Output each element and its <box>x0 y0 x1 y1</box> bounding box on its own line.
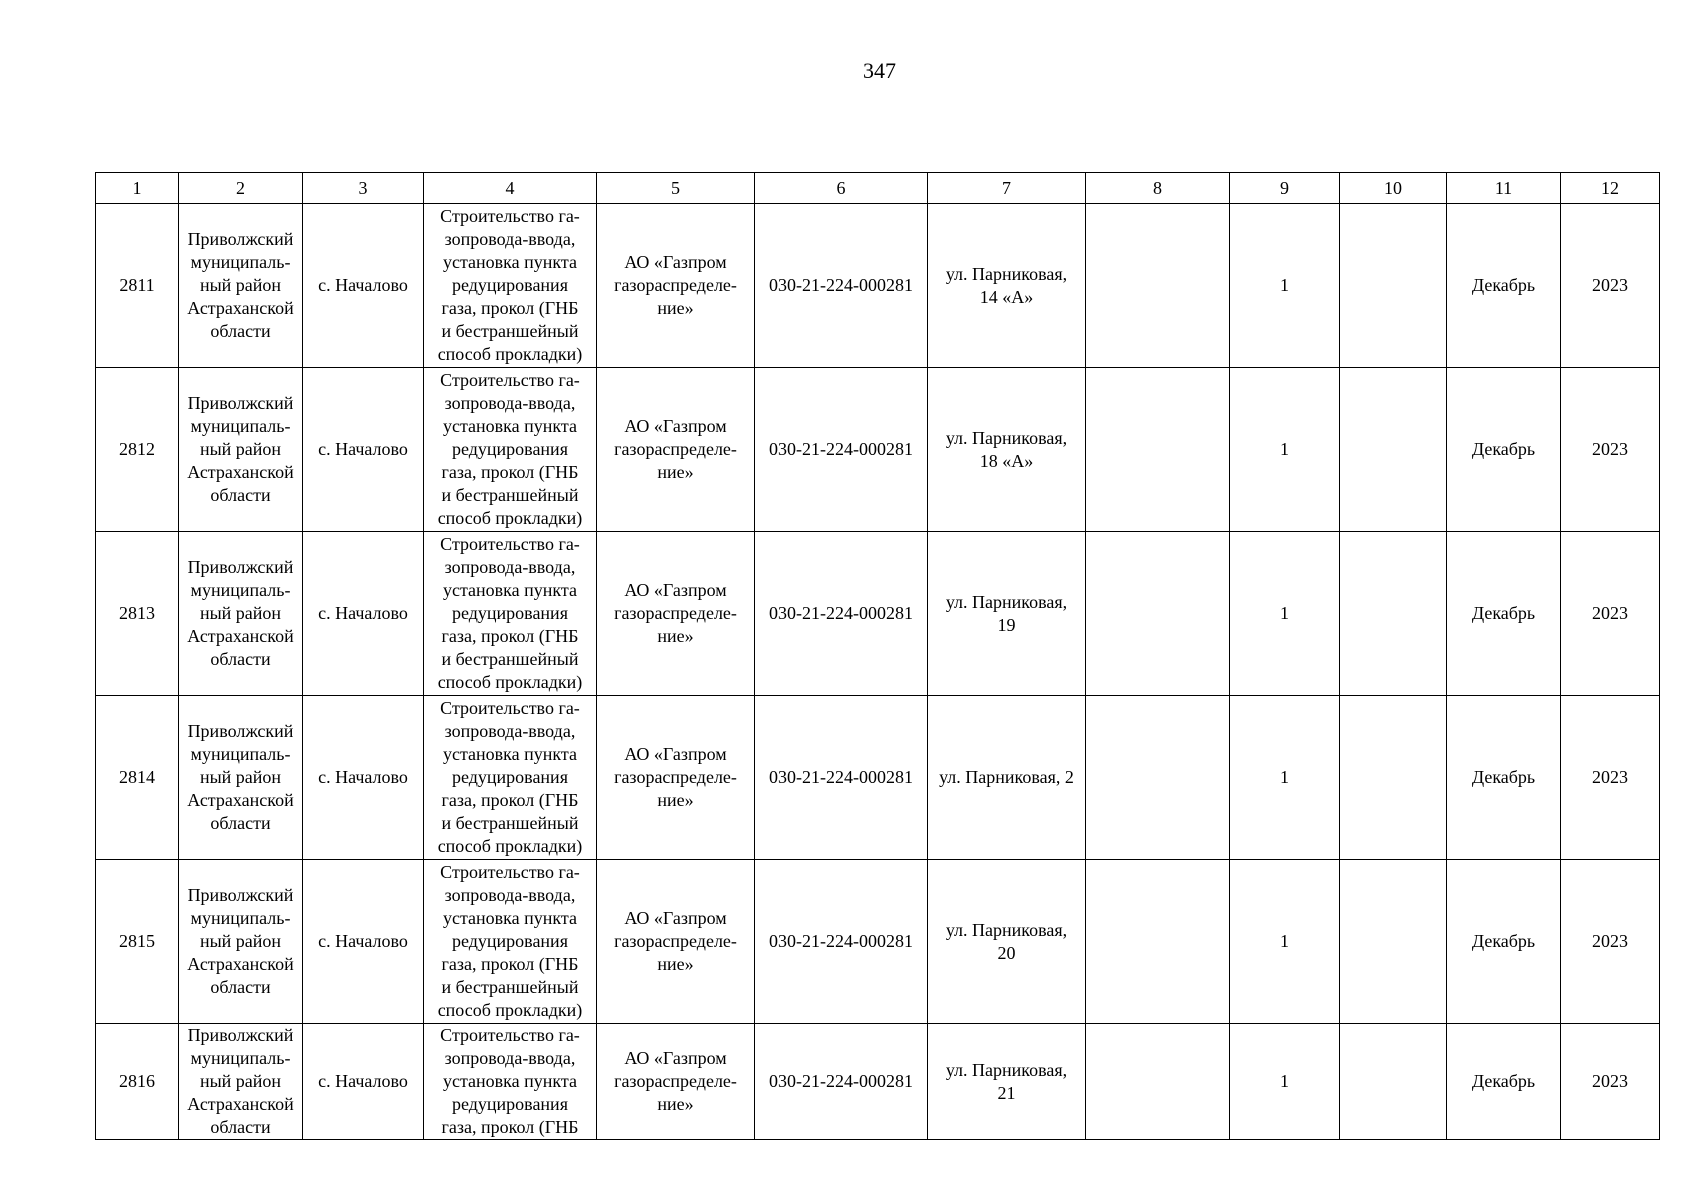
cell-organization <box>597 1024 755 1140</box>
address-text: ул. Парниковая, 18 «А» <box>945 427 1068 471</box>
column-header: 11 <box>1447 173 1561 204</box>
column-header: 7 <box>928 173 1086 204</box>
address-text: ул. Парниковая, 21 <box>945 1059 1068 1103</box>
cell-address <box>928 1024 1086 1140</box>
cell-col10 <box>1340 1024 1447 1140</box>
column-header: 10 <box>1340 173 1447 204</box>
cell-number: 2812 <box>96 368 179 532</box>
district-text: Приволжский муниципаль- ный район Астраханской области <box>187 721 294 833</box>
cell-work-description <box>424 368 597 532</box>
cell-count: 1 <box>1230 368 1340 532</box>
cell-count: 1 <box>1230 1024 1340 1140</box>
column-header: 3 <box>303 173 424 204</box>
work-text: Строительство га- зопровода-ввода, установка пункта редуцирования газа, прокол (ГНБ и бестраншейный способ прокладки) <box>437 862 583 1020</box>
cell-col10 <box>1340 204 1447 368</box>
organization-text: АО «Газпром газораспределе- ние» <box>614 580 737 646</box>
work-text: Строительство га- зопровода-ввода, установка пункта редуцирования газа, прокол (ГНБ и бестраншейный способ прокладки) <box>437 370 583 528</box>
district-text: Приволжский муниципаль- ный район Астраханской области <box>187 1025 294 1137</box>
cell-col10 <box>1340 368 1447 532</box>
column-header: 12 <box>1561 173 1660 204</box>
cell-count: 1 <box>1230 860 1340 1024</box>
organization-text: АО «Газпром газораспределе- ние» <box>614 744 737 810</box>
cell-col8 <box>1086 368 1230 532</box>
cell-district <box>179 368 303 532</box>
page-number: 347 <box>863 58 896 83</box>
table-row <box>96 1024 1660 1140</box>
cell-year: 2023 <box>1561 860 1660 1024</box>
column-header: 9 <box>1230 173 1340 204</box>
table-row <box>96 696 1660 860</box>
cell-district <box>179 532 303 696</box>
registry-table <box>95 172 1660 1140</box>
table-row <box>96 532 1660 696</box>
cell-year: 2023 <box>1561 204 1660 368</box>
work-text: Строительство га- зопровода-ввода, установка пункта редуцирования газа, прокол (ГНБ и бестраншейный способ прокладки) <box>437 206 583 364</box>
cell-count: 1 <box>1230 532 1340 696</box>
cell-code: 030-21-224-000281 <box>755 368 928 532</box>
column-header: 1 <box>96 173 179 204</box>
cell-code: 030-21-224-000281 <box>755 532 928 696</box>
cell-month: Декабрь <box>1447 532 1561 696</box>
cell-month: Декабрь <box>1447 1024 1561 1140</box>
organization-text: АО «Газпром газораспределе- ние» <box>614 908 737 974</box>
cell-year: 2023 <box>1561 532 1660 696</box>
district-text: Приволжский муниципаль- ный район Астраханской области <box>187 393 294 505</box>
cell-month: Декабрь <box>1447 696 1561 860</box>
cell-district <box>179 696 303 860</box>
district-text: Приволжский муниципаль- ный район Астраханской области <box>187 557 294 669</box>
cell-col8 <box>1086 860 1230 1024</box>
cell-number: 2815 <box>96 860 179 1024</box>
table-row <box>96 860 1660 1024</box>
cell-work-description <box>424 204 597 368</box>
cell-col10 <box>1340 532 1447 696</box>
address-text: ул. Парниковая, 20 <box>945 919 1068 963</box>
cell-district <box>179 204 303 368</box>
cell-col8 <box>1086 696 1230 860</box>
cell-code: 030-21-224-000281 <box>755 860 928 1024</box>
cell-district <box>179 860 303 1024</box>
cell-settlement: с. Началово <box>303 696 424 860</box>
column-header: 6 <box>755 173 928 204</box>
column-header: 2 <box>179 173 303 204</box>
cell-count: 1 <box>1230 204 1340 368</box>
cell-number: 2814 <box>96 696 179 860</box>
cell-month: Декабрь <box>1447 860 1561 1024</box>
cell-district <box>179 1024 303 1140</box>
registry-table-container <box>95 172 1660 1140</box>
cell-settlement: с. Началово <box>303 860 424 1024</box>
organization-text: АО «Газпром газораспределе- ние» <box>614 416 737 482</box>
cell-col8 <box>1086 204 1230 368</box>
address-text: ул. Парниковая, 14 «А» <box>945 263 1068 307</box>
cell-organization <box>597 368 755 532</box>
table-header <box>96 173 1660 204</box>
cell-year: 2023 <box>1561 368 1660 532</box>
cell-work-description <box>424 696 597 860</box>
work-text: Строительство га- зопровода-ввода, установка пункта редуцирования газа, прокол (ГНБ и бестраншейный способ прокладки) <box>437 698 583 856</box>
cell-address <box>928 860 1086 1024</box>
cell-code: 030-21-224-000281 <box>755 696 928 860</box>
column-header: 4 <box>424 173 597 204</box>
cell-work-description <box>424 860 597 1024</box>
district-text: Приволжский муниципаль- ный район Астраханской области <box>187 229 294 341</box>
district-text: Приволжский муниципаль- ный район Астраханской области <box>187 885 294 997</box>
cell-col8 <box>1086 532 1230 696</box>
table-body <box>96 204 1660 1140</box>
cell-settlement: с. Началово <box>303 1024 424 1140</box>
column-header: 8 <box>1086 173 1230 204</box>
cell-code: 030-21-224-000281 <box>755 1024 928 1140</box>
cell-address: ул. Парниковая, 2 <box>928 696 1086 860</box>
cell-work-description <box>424 1024 597 1140</box>
cell-year: 2023 <box>1561 1024 1660 1140</box>
cell-address <box>928 204 1086 368</box>
cell-number: 2813 <box>96 532 179 696</box>
cell-number: 2811 <box>96 204 179 368</box>
cell-col8 <box>1086 1024 1230 1140</box>
cell-address <box>928 368 1086 532</box>
cell-settlement: с. Началово <box>303 204 424 368</box>
cell-count: 1 <box>1230 696 1340 860</box>
cell-work-description <box>424 532 597 696</box>
cell-month: Декабрь <box>1447 368 1561 532</box>
cell-settlement: с. Началово <box>303 532 424 696</box>
work-text: Строительство га- зопровода-ввода, установка пункта редуцирования газа, прокол (ГНБ <box>440 1025 580 1137</box>
cell-col10 <box>1340 860 1447 1024</box>
cell-organization <box>597 696 755 860</box>
table-row <box>96 368 1660 532</box>
cell-code: 030-21-224-000281 <box>755 204 928 368</box>
cell-organization <box>597 204 755 368</box>
cell-organization <box>597 532 755 696</box>
table-row <box>96 204 1660 368</box>
cell-address <box>928 532 1086 696</box>
cell-year: 2023 <box>1561 696 1660 860</box>
cell-number: 2816 <box>96 1024 179 1140</box>
cell-settlement: с. Началово <box>303 368 424 532</box>
organization-text: АО «Газпром газораспределе- ние» <box>614 252 737 318</box>
work-text: Строительство га- зопровода-ввода, установка пункта редуцирования газа, прокол (ГНБ и бестраншейный способ прокладки) <box>437 534 583 692</box>
organization-text: АО «Газпром газораспределе- ние» <box>614 1048 737 1114</box>
address-text: ул. Парниковая, 19 <box>945 591 1068 635</box>
header-row <box>96 173 1660 204</box>
cell-col10 <box>1340 696 1447 860</box>
cell-organization <box>597 860 755 1024</box>
column-header: 5 <box>597 173 755 204</box>
cell-month: Декабрь <box>1447 204 1561 368</box>
